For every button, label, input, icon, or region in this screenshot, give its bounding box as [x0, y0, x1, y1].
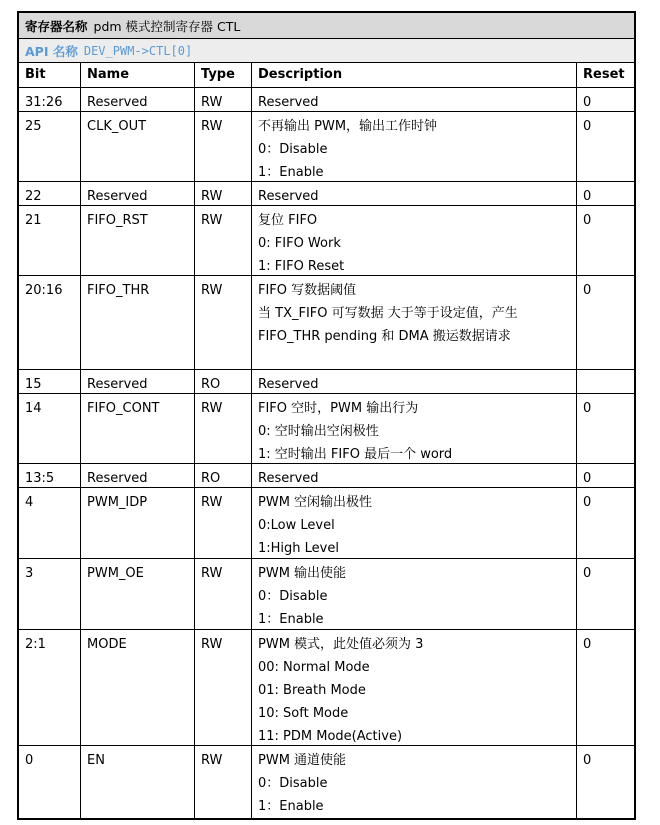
bit-cell: 0: [19, 746, 81, 818]
description-line: 1：Enable: [258, 165, 324, 180]
description-cell: [252, 488, 577, 559]
reset-cell: 0: [577, 112, 634, 182]
description-line: PWM 模式，此处值必须为 3: [258, 637, 424, 652]
register-name-row: [19, 13, 634, 39]
name-cell: PWM_OE: [81, 559, 195, 630]
table-row: [19, 276, 634, 370]
header-description: Description: [252, 63, 577, 88]
description-line: 1：Enable: [258, 612, 324, 627]
type-cell: RO: [195, 464, 252, 488]
table-row: [19, 112, 634, 182]
description-line: 10: Soft Mode: [258, 706, 349, 721]
bit-cell: 4: [19, 488, 81, 559]
description-line: PWM 输出使能: [258, 566, 347, 581]
name-cell: EN: [81, 746, 195, 818]
api-name-row: [19, 39, 634, 63]
table-header: [19, 63, 634, 88]
description-line: Reserved: [258, 189, 319, 204]
bit-cell: 13:5: [19, 464, 81, 488]
description-cell: [252, 182, 577, 206]
description-line: Reserved: [258, 471, 319, 486]
type-cell: RW: [195, 112, 252, 182]
header-name: Name: [81, 63, 195, 88]
description-line: 复位 FIFO: [258, 213, 318, 228]
description-line: 0: 空时输出空闲极性: [258, 424, 379, 439]
bit-cell: 2:1: [19, 630, 81, 746]
description-line: FIFO 写数据阈值: [258, 283, 357, 298]
type-cell: RW: [195, 559, 252, 630]
bit-cell: 31:26: [19, 88, 81, 112]
reset-cell: 0: [583, 753, 592, 768]
description-cell: [252, 464, 577, 488]
table-row: [19, 370, 634, 394]
description-line: 11: PDM Mode(Active): [258, 729, 403, 744]
type-cell: RO: [195, 370, 252, 394]
api-name-value: DEV_PWM->CTL[0]: [83, 43, 193, 58]
register-name-label: 寄存器名称: [25, 18, 88, 34]
table-row: [19, 182, 634, 206]
name-cell: Reserved: [81, 88, 195, 112]
bit-cell: 22: [19, 182, 81, 206]
register-table: [17, 11, 636, 820]
type-cell: RW: [195, 630, 252, 746]
description-line: FIFO 空时，PWM 输出行为: [258, 401, 419, 416]
bit-cell: 21: [19, 206, 81, 276]
table-row: [19, 88, 634, 112]
bit-cell: 20:16: [19, 276, 81, 370]
bit-cell: 15: [19, 370, 81, 394]
table-body: [19, 88, 634, 818]
name-cell: FIFO_THR: [81, 276, 195, 370]
description-line: 0:Low Level: [258, 518, 335, 533]
description-line: 1:High Level: [258, 541, 339, 556]
description-cell: [252, 206, 577, 276]
description-line: 0：Disable: [258, 589, 328, 604]
table-row: [19, 630, 634, 746]
description-cell: [252, 88, 577, 112]
name-cell: Reserved: [81, 464, 195, 488]
api-name-label: API 名称: [25, 43, 78, 59]
bit-cell: 14: [19, 394, 81, 464]
reset-cell: 0: [577, 464, 634, 488]
description-line: PWM 通道使能: [258, 753, 347, 768]
description-line: 1: 空时输出 FIFO 最后一个 word: [258, 447, 453, 462]
type-cell: RW: [195, 88, 252, 112]
description-cell: [252, 370, 577, 394]
reset-cell: 0: [577, 206, 634, 276]
description-cell: [252, 746, 577, 818]
type-cell: RW: [195, 206, 252, 276]
reset-cell: 0: [577, 88, 634, 112]
bit-cell: 3: [19, 559, 81, 630]
table-row: [19, 206, 634, 276]
reset-cell: 0: [577, 559, 634, 630]
header-reset: Reset: [577, 63, 634, 88]
table-row: [19, 394, 634, 464]
bit-cell: 25: [19, 112, 81, 182]
table-row: [19, 488, 634, 559]
description-line: 不再输出 PWM，输出工作时钟: [258, 119, 438, 134]
description-cell: [252, 276, 577, 370]
reset-cell: 0: [577, 488, 634, 559]
name-cell: PWM_IDP: [81, 488, 195, 559]
reset-cell: [577, 370, 634, 394]
reset-cell: 0: [577, 630, 634, 746]
description-line: PWM 空闲输出极性: [258, 495, 373, 510]
description-line: 0：Disable: [258, 142, 328, 157]
table-row: [19, 746, 634, 818]
description-line: 当 TX_FIFO 可写数据 大于等于设定值，产生: [258, 306, 518, 321]
name-cell: Reserved: [81, 370, 195, 394]
description-line: 1：Enable: [258, 799, 324, 814]
table-row: [19, 559, 634, 630]
header-type: Type: [195, 63, 252, 88]
name-cell: FIFO_RST: [81, 206, 195, 276]
description-line: 1: FIFO Reset: [258, 259, 345, 274]
reset-cell: 0: [577, 394, 634, 464]
reset-cell: 0: [577, 182, 634, 206]
name-cell: MODE: [81, 630, 195, 746]
description-cell: [252, 630, 577, 746]
table-row: [19, 464, 634, 488]
description-line: 0：Disable: [258, 776, 328, 791]
type-cell: RW: [195, 488, 252, 559]
description-line: 01: Breath Mode: [258, 683, 366, 698]
header-bit: Bit: [19, 63, 81, 88]
type-cell: RW: [195, 182, 252, 206]
description-line: Reserved: [258, 95, 319, 110]
description-line: Reserved: [258, 377, 319, 392]
type-cell: RW: [195, 394, 252, 464]
register-name-value: pdm 模式控制寄存器 CTL: [93, 18, 241, 34]
description-cell: [252, 394, 577, 464]
type-cell: RW: [195, 276, 252, 370]
reset-cell: 0: [577, 276, 634, 370]
description-cell: [252, 559, 577, 630]
description-line: 0: FIFO Work: [258, 236, 341, 251]
name-cell: CLK_OUT: [81, 112, 195, 182]
description-line: FIFO_THR pending 和 DMA 搬运数据请求: [258, 329, 511, 344]
description-line: 00: Normal Mode: [258, 660, 370, 675]
name-cell: FIFO_CONT: [81, 394, 195, 464]
description-cell: [252, 112, 577, 182]
type-cell: RW: [195, 746, 252, 818]
name-cell: Reserved: [81, 182, 195, 206]
